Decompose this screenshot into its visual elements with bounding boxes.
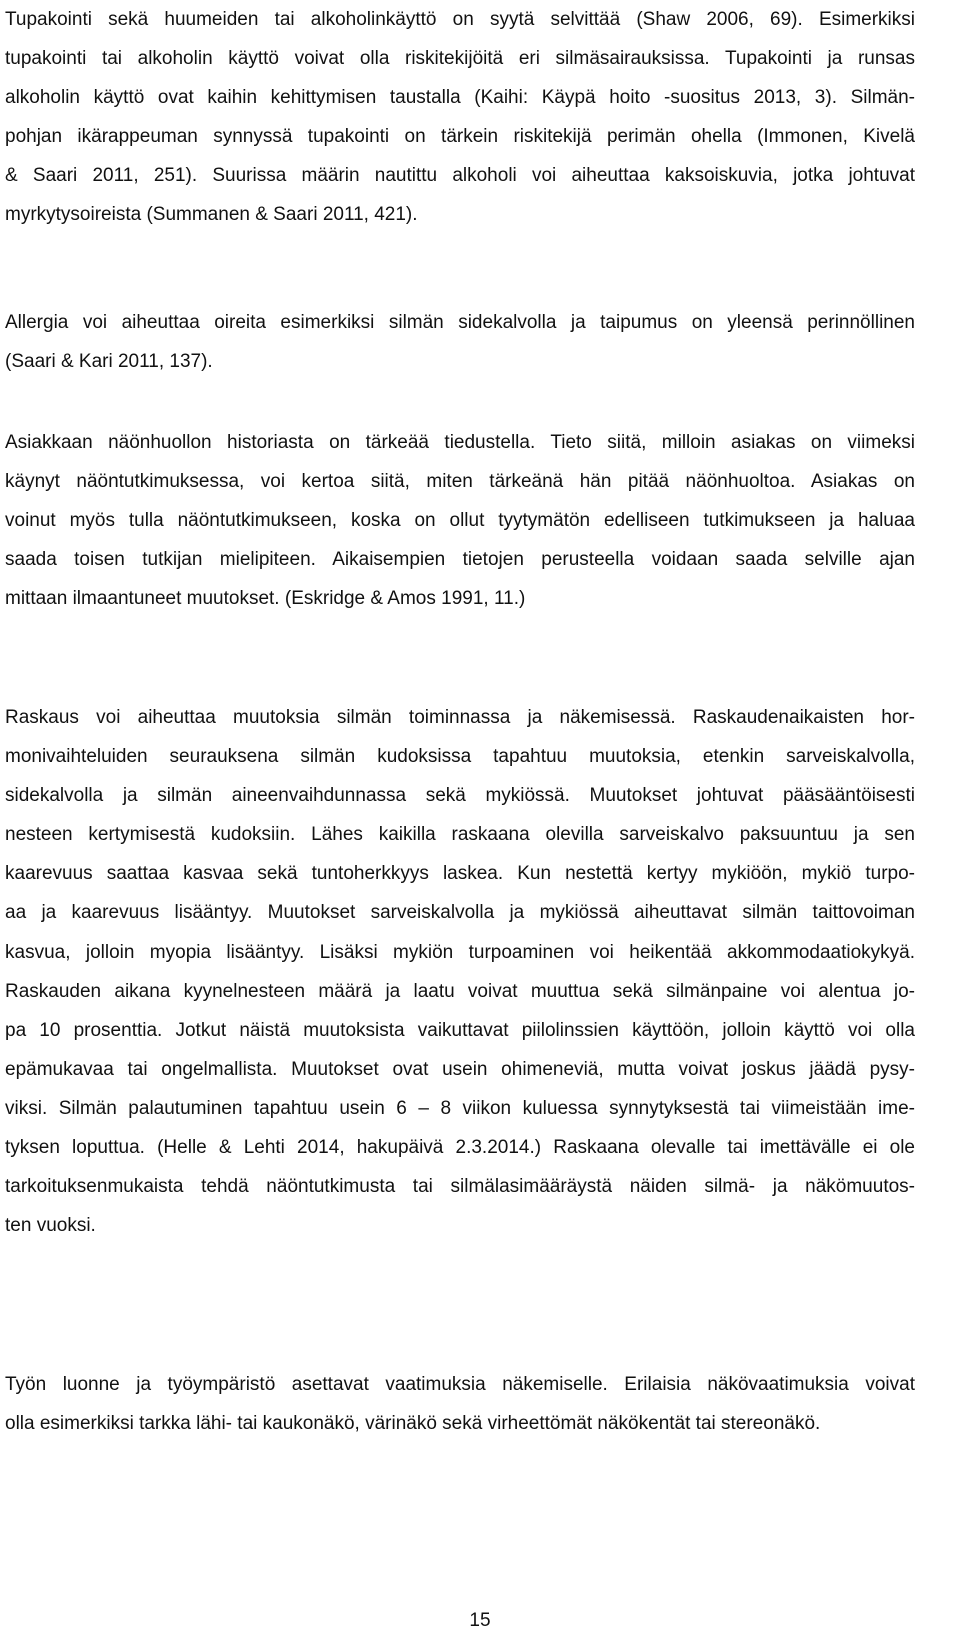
- paragraph-substance-use: [5, 0, 915, 235]
- paragraph-work-environment: [5, 1365, 915, 1443]
- text-line: ten vuoksi.: [5, 1215, 96, 1237]
- text-line: sidekalvolla ja silmän aineenvaihdunnassa sekä mykiössä. Muutokset johtuvat pääsääntöisesti: [5, 785, 915, 807]
- text-line: Työn luonne ja työympäristö asettavat vaatimuksia näkemiselle. Erilaisia näkövaatimuksia voivat: [5, 1374, 915, 1395]
- text-line: pa 10 prosenttia. Jotkut näistä muutoksista vaikuttavat piilolinssien käyttöön, jolloin käyttö voi olla: [5, 1019, 915, 1041]
- text-line: mittaan ilmaantuneet muutokset. (Eskridge & Amos 1991, 11.): [5, 588, 526, 610]
- text-line: saada toisen tutkijan mielipiteen. Aikaisempien tietojen perusteella voidaan saada selville ajan: [5, 549, 915, 571]
- text-line: Asiakkaan näönhuollon historiasta on tärkeää tiedustella. Tieto siitä, milloin asiakas on viimeksi: [5, 432, 915, 453]
- text-line: monivaihteluiden seurauksena silmän kudoksissa tapahtuu muutoksia, etenkin sarveiskalvolla,: [5, 746, 915, 768]
- text-line: tarkoituksenmukaista tehdä näöntutkimusta tai silmälasimääräystä näiden silmä- ja näkömuutos-: [5, 1176, 915, 1198]
- text-line: olla esimerkiksi tarkka lähi- tai kaukonäkö, värinäkö sekä virheettömät näkökentät tai stereonäkö.: [5, 1413, 821, 1435]
- paragraph-vision-history: [5, 423, 915, 618]
- text-line: Allergia voi aiheuttaa oireita esimerkiksi silmän sidekalvolla ja taipumus on yleensä perinnöllinen: [5, 312, 915, 333]
- text-line: käynyt näöntutkimuksessa, voi kertoa siitä, miten tärkeänä hän pitää näönhuoltoa. Asiakas on: [5, 471, 915, 493]
- text-line: Raskaus voi aiheuttaa muutoksia silmän toiminnassa ja näkemisessä. Raskaudenaikaisten hor-: [5, 707, 915, 728]
- text-line: Raskauden aikana kyynelnesteen määrä ja laatu voivat muuttua sekä silmänpaine voi alentua jo-: [5, 980, 915, 1002]
- paragraph-allergy: [5, 303, 915, 381]
- text-line: kasvua, jolloin myopia lisääntyy. Lisäksi mykiön turpoaminen voi heikentää akkommodaatiokykyä.: [5, 941, 915, 963]
- text-line: kaarevuus saattaa kasvaa sekä tuntoherkkyys laskea. Kun nestettä kertyy mykiöön, mykiö turpo-: [5, 863, 915, 885]
- text-line: & Saari 2011, 251). Suurissa määrin nautittu alkoholi voi aiheuttaa kaksoiskuvia, jotka johtuvat: [5, 165, 915, 187]
- text-line: myrkytysoireista (Summanen & Saari 2011, 421).: [5, 204, 418, 226]
- text-line: aa ja kaarevuus lisääntyy. Muutokset sarveiskalvolla ja mykiössä aiheuttavat silmän taittovoiman: [5, 902, 915, 924]
- text-line: voinut myös tulla näöntutkimukseen, koska on ollut tyytymätön edelliseen tutkimukseen ja haluaa: [5, 510, 915, 532]
- text-line: nesteen kertymisestä kudoksiin. Lähes kaikilla raskaana olevilla sarveiskalvo paksuuntuu ja sen: [5, 824, 915, 846]
- text-line: pohjan ikärappeuman synnyssä tupakointi on tärkein riskitekijä perimän ohella (Immonen, Kivelä: [5, 126, 915, 148]
- text-line: tupakointi tai alkoholin käyttö voivat olla riskitekijöitä eri silmäsairauksissa. Tupakointi ja runsas: [5, 48, 915, 70]
- text-line: (Saari & Kari 2011, 137).: [5, 351, 213, 373]
- text-line: viksi. Silmän palautuminen tapahtuu usein 6 – 8 viikon kuluessa synnytyksestä tai viimeistään ime-: [5, 1097, 915, 1119]
- text-line: tyksen loputtua. (Helle & Lehti 2014, hakupäivä 2.3.2014.) Raskaana olevalle tai imettävälle ei ole: [5, 1137, 915, 1159]
- text-line: Tupakointi sekä huumeiden tai alkoholinkäyttö on syytä selvittää (Shaw 2006, 69). Esimerkiksi: [5, 9, 915, 30]
- page-number: 15: [469, 1610, 491, 1631]
- paragraph-pregnancy: [5, 698, 915, 1245]
- text-line: alkoholin käyttö ovat kaihin kehittymisen taustalla (Kaihi: Käypä hoito -suositus 2013, 3). Silmän-: [5, 87, 915, 109]
- text-line: epämukavaa tai ongelmallista. Muutokset ovat usein ohimeneviä, mutta voivat joskus jäädä pysy-: [5, 1058, 915, 1080]
